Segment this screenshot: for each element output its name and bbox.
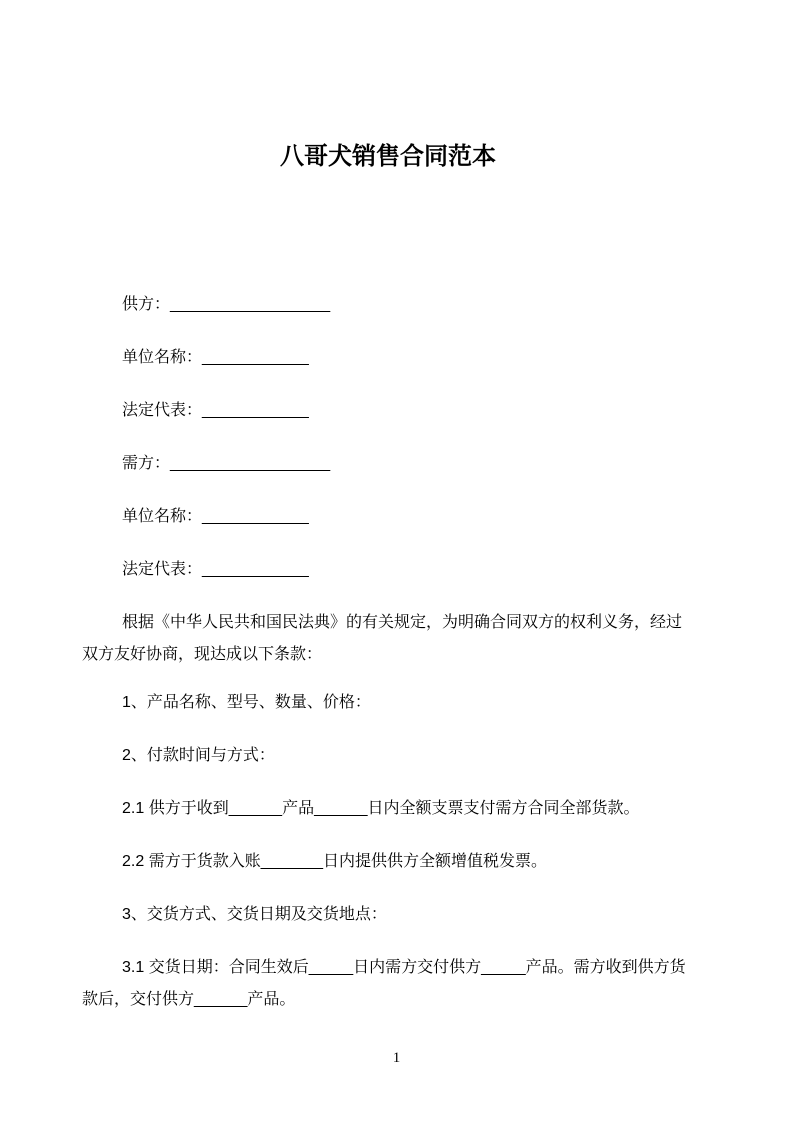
clause-2-1-payment-terms: 2.1 供方于收到______产品______日内全额支票支付需方合同全部货款。 — [122, 800, 640, 817]
field-supplier-unit-name: 单位名称：____________ — [122, 349, 309, 366]
preamble-paragraph: 根据《中华人民共和国民法典》的有关规定，为明确合同双方的权利义务，经过双方友好协商，现达成以下条款： — [82, 614, 683, 663]
field-supplier-legal-rep: 法定代表：____________ — [122, 402, 309, 419]
field-buyer: 需方：__________________ — [122, 455, 331, 472]
clause-3-1-delivery-date: 3.1 交货日期：合同生效后_____日内需方交付供方_____产品。需方收到供方货款后，交付供方______产品。 — [82, 959, 686, 1008]
clause-1-products: 1、产品名称、型号、数量、价格： — [122, 694, 371, 711]
field-buyer-legal-rep: 法定代表：____________ — [122, 561, 309, 578]
clause-2-2-invoice: 2.2 需方于货款入账_______日内提供供方全额增值税发票。 — [122, 853, 547, 870]
contract-title: 八哥犬销售合同范本 — [280, 143, 496, 170]
clause-2-payment: 2、付款时间与方式： — [122, 747, 275, 764]
page-number: 1 — [392, 1050, 401, 1066]
field-buyer-unit-name: 单位名称：____________ — [122, 508, 309, 525]
clause-3-delivery: 3、交货方式、交货日期及交货地点： — [122, 906, 387, 923]
field-supplier: 供方：__________________ — [122, 296, 331, 313]
